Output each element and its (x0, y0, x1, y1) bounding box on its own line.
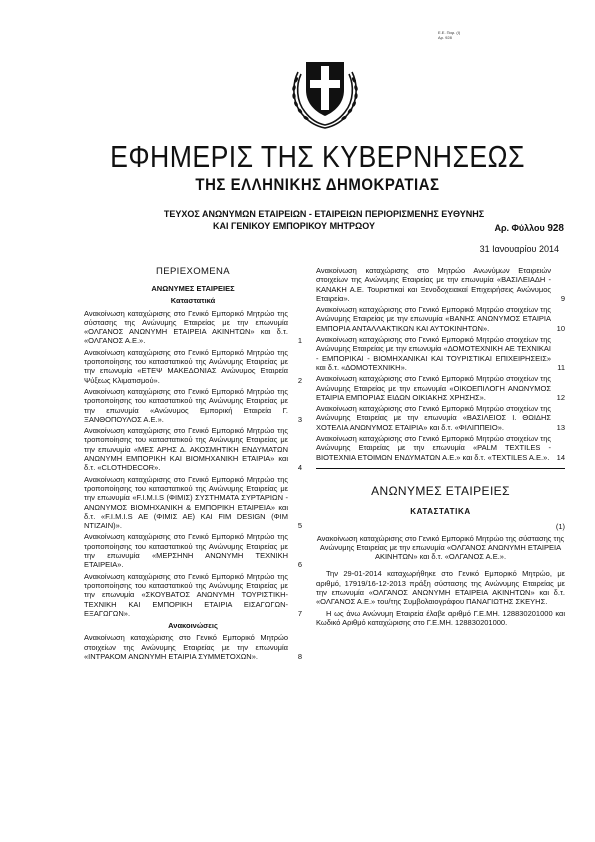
toc-entry-page: 10 (556, 323, 565, 333)
toc-entry-page: 8 (297, 651, 302, 661)
right-column (316, 266, 565, 629)
toc-entry-text: Ανακοίνωση καταχώρισης στο Γενικό Εμπορικό Μητρώο στοιχείων της Ανώνυμης Εταιρείας με την επωνυμία «ΙΝΤΡΑΚΟΜ ΑΝΩΝΥΜΗ ΕΤΑΙΡΙΑ ΣΥΜΜΕΤΟΧΩΝ». (84, 633, 288, 661)
toc-entry[interactable] (84, 475, 302, 531)
toc-entry[interactable] (316, 305, 565, 333)
toc-entry-text: Ανακοίνωση καταχώρισης στο Γενικό Εμπορικό Μητρώο της τροποποίησης του καταστατικού της Ανώνυμης Εταιρείας με την επωνυμία «ΜΕΡΣΗΝΗ ΑΝΩΝΥΜΗ ΤΕΧΝΙΚΗ ΕΤΑΙΡΕΙΑ». (84, 532, 288, 570)
masthead (0, 140, 595, 196)
toc-entry[interactable] (316, 266, 565, 303)
toc-entry-text: Ανακοίνωση καταχώρισης στο Γενικό Εμπορικό Μητρώο της τροποποίησης του καταστατικού της Ανώνυμης Εταιρείας με την επωνυμία «F.I.M.I.S (ΦΙΜΙΣ) ΣΥΣΤΗΜΑΤΑ ΣΥΡΤΑΡΙΩΝ - ΑΝΩΝΥΜΟΣ ΒΙΟΜΗΧΑΝΙΚΗ & ΕΜΠΟΡΙΚΗ ΕΤΑΙΡΕΙΑ» και δ.τ. «F.I.M.I.S ΑΕ (ΦΙΜΙΣ ΑΕ) ΚΑΙ FIM DESIGN (ΦΙΜ ΝΤΙΖΑΙΝ)». (84, 474, 288, 531)
section-divider (316, 468, 565, 469)
toc-left-column (84, 266, 302, 663)
sheet-number (494, 222, 564, 235)
toc-entry-page: 1 (297, 336, 302, 346)
toc-entry-page: 9 (560, 293, 565, 303)
issue-series-line2: ΚΑΙ ΓΕΝΙΚΟΥ ΕΜΠΟΡΙΚΟΥ ΜΗΤΡΩΟΥ (212, 221, 376, 231)
toc-entry[interactable] (316, 434, 565, 462)
announcement-number: (1) (555, 522, 565, 532)
body-subheading: ΚΑΤΑΣΤΑΤΙΚΑ (410, 506, 471, 516)
toc-entry-text: Ανακοίνωση καταχώρισης στο Γενικό Εμπορικό Μητρώο της τροποποίησης του καταστατικού της Ανώνυμης Εταιρείας με την επωνυμία «ΜΕΣ ΑΡΗΣ Δ. ΑΚΟΣΜΗΤΙΚΗ ΕΝΔΥΜΑΤΩΝ ΑΝΩΝΥΜΗ ΕΜΠΟΡΙΚΗ ΚΑΙ ΒΙΟΜΗΧΑΝΙΚΗ ΕΤΑΙΡΙΑ» και δ.τ. «CLOTHDECOR». (84, 426, 288, 473)
stamp-line: Ε.Ε. Παρ. (Ι) (438, 30, 461, 35)
toc-entry[interactable] (84, 633, 302, 661)
toc-entry-text: Ανακοίνωση καταχώρισης στο Γενικό Εμπορικό Μητρώο στοιχείων της Ανώνυμης Εταιρείας με την επωνυμία «ΟΙΚΟΕΠΙΛΟΓΗ ΑΝΩΝΥΜΟΣ ΕΤΑΙΡΙΑ ΕΜΠΟΡΙΑΣ ΕΙΔΩΝ ΟΙΚΙΑΚΗΣ ΧΡΗΣΗΣ». (316, 374, 551, 402)
body-heading: ΑΝΩΝΥΜΕΣ ΕΤΑΙΡΕΙΕΣ (371, 483, 510, 498)
toc-entry[interactable] (84, 348, 302, 385)
greek-coat-of-arms-icon (290, 50, 360, 130)
registry-stamp (438, 30, 498, 40)
toc-entry-page: 6 (297, 560, 302, 570)
toc-entry-text: Ανακοίνωση καταχώρισης στο Γενικό Εμπορικό Μητρώο της τροποποίησης του καταστατικού της Ανώνυμης Εταιρείας με την επωνυμία «Ανώνυμος Εμπορική Εταιρεία Γ. ΞΑΝΘΟΠΟΥΛΟΣ Α.Ε.». (84, 386, 288, 424)
stamp-line: Αρ. 928 (438, 35, 452, 40)
toc-section: ΑΝΩΝΥΜΕΣ ΕΤΑΙΡΕΙΕΣ (151, 284, 235, 293)
toc-entry-page: 2 (297, 375, 302, 385)
toc-entry[interactable] (316, 374, 565, 402)
toc-entry[interactable] (316, 335, 565, 372)
toc-entry-page: 12 (556, 392, 565, 402)
toc-entry-text: Ανακοίνωση καταχώρισης στο Γενικό Εμπορικό Μητρώο στοιχείων της Ανώνυμης Εταιρείας με την επωνυμία «ΒΑΝΗΣ ΑΝΩΝΥΜΟΣ ΕΤΑΙΡΙΑ ΕΜΠΟΡΙΑ ΑΝΤΑΛΛΑΚΤΙΚΩΝ ΚΑΙ ΑΥΤΟΚΙΝΗΤΩΝ». (316, 305, 551, 333)
gazette-title: ΕΦΗΜΕΡΙΣ ΤΗΣ ΚΥΒΕΡΝΗΣΕΩΣ (110, 139, 525, 174)
toc-entry-text: Ανακοίνωση καταχώρισης στο Γενικό Εμπορικό Μητρώο στοιχείων της Ανώνυμης Εταιρείας με την επωνυμία «PALM TEXTILES - ΒΙΟΤΕΧΝΙΑ ΕΤΟΙΜΩΝ ΕΝΔΥΜΑΤΩΝ Α.Ε.» και δ.τ. «TEXTILES A.E.». (316, 434, 551, 462)
announcement-paragraph: Η ως άνω Ανώνυμη Εταιρεία έλαβε αριθμό Γ.Ε.ΜΗ. 128830201000 και Κωδικό Αριθμό καταχώρισης στο Γ.Ε.ΜΗ. 128830201000. (316, 608, 565, 627)
toc-entry[interactable] (84, 309, 302, 346)
issue-date: 31 Ιανουαρίου 2014 (479, 244, 559, 254)
toc-entry-text: Ανακοίνωση καταχώρισης στο Γενικό Εμπορικό Μητρώο στοιχείων της Ανώνυμης Εταιρείας με την επωνυμία «ΒΑΣΙΛΕΙΟΣ Ι. ΘΩΙΔΗΣ ΧΟΤΕΛΙΑ ΑΝΩΝΥΜΟΣ ΕΤΑΙΡΙΑ» και δ.τ. «ΦΙΛΙΠΠΕΙΟ». (316, 404, 551, 432)
toc-entry-page: 4 (297, 463, 302, 473)
announcement-title: Ανακοίνωση καταχώρισης στο Γενικό Εμπορικό Μητρώο της σύστασης της Ανώνυμης Εταιρείας με την επωνυμία «ΟΛΓΑΝΟΣ ΑΝΩΝΥΜΗ ΕΤΑΙΡΕΙΑ ΑΚΙΝΗΤΩΝ» και δ.τ. «ΟΛΓΑΝΟΣ Α.Ε.». (316, 533, 565, 562)
toc-heading: ΠΕΡΙΕΧΟΜΕΝΑ (155, 266, 231, 277)
toc-entry-page: 11 (557, 362, 565, 372)
sheet-value: 928 (547, 223, 564, 234)
toc-entry[interactable] (84, 532, 302, 569)
announcement-paragraph: Την 29-01-2014 καταχωρήθηκε στο Γενικό Εμπορικό Μητρώο, με αριθμό, 17919/16-12-2013 πράξη σύστασης της Ανώνυμης Εταιρείας με την επωνυμία «ΟΛΓΑΝΟΣ ΑΝΩΝΥΜΗ ΕΤΑΙΡΕΙΑ ΑΚΙΝΗΤΩΝ» και δ.τ. «ΟΛΓΑΝΟΣ Α.Ε.» του/της Συμβολαιογράφου ΠΑΝΑΓΙΩΤΗΣ ΣΚΕΥΗΣ. (316, 569, 565, 607)
sheet-label: Αρ. Φύλλου (494, 223, 545, 233)
issue-header (84, 208, 564, 232)
toc-entry[interactable] (84, 387, 302, 424)
toc-entry-page: 3 (297, 414, 302, 424)
gazette-subtitle: ΤΗΣ ΕΛΛΗΝΙΚΗΣ ΔΗΜΟΚΡΑΤΙΑΣ (195, 175, 440, 194)
toc-subsection: Καταστατικά (170, 296, 216, 306)
toc-entry[interactable] (84, 572, 302, 618)
toc-entry-text: Ανακοίνωση καταχώρισης στο Γενικό Εμπορικό Μητρώο στοιχείων της Ανώνυμης Εταιρείας με την επωνυμία «ΔΟΜΟΤΕΧΝΙΚΗ ΑΕ ΤΕΧΝΙΚΑΙ - ΕΜΠΟΡΙΚΑΙ - ΒΙΟΜΗΧΑΝΙΚΑΙ ΚΑΙ ΤΟΥΡΙΣΤΙΚΑΙ ΕΠΙΧΕΙΡΗΣΕΙΣ» και δ.τ. «ΔΟΜΟΤΕΧΝΙΚΗ». (316, 335, 551, 372)
toc-entry-text: Ανακοίνωση καταχώρισης στο Γενικό Εμπορικό Μητρώο της τροποποίησης του καταστατικού της Ανώνυμης Εταιρείας με την επωνυμία «ΕΤΕΨ ΜΑΚΕΔΟΝΙΑΣ Ανώνυμος Εταιρεία Ψύξεως Κλιματισμού». (84, 347, 288, 385)
toc-subsection: Ανακοινώσεις (168, 621, 218, 631)
toc-entry[interactable] (84, 426, 302, 472)
toc-entry-page: 5 (297, 521, 302, 531)
toc-entry-page: 13 (556, 422, 565, 432)
toc-entry-text: Ανακοίνωση καταχώρισης στο Μητρώο Ανωνύμων Εταιρειών στοιχείων της Ανώνυμης Εταιρείας με την επωνυμία «ΒΑΣΙΛΕΙΑΔΗ - ΚΑΝΑΚΗ Α.Ε. Τουριστικαί και Ξενοδοχειακαί Επιχειρήσεις Ανώνυμος Εταιρεία». (316, 266, 551, 303)
toc-entry-text: Ανακοίνωση καταχώρισης στο Γενικό Εμπορικό Μητρώο της τροποποίησης του καταστατικού της Ανώνυμης Εταιρείας με την επωνυμία «ΣΚΟΥΒΑΤΟΣ ΑΝΩΝΥΜΗ ΤΟΥΡΙΣΤΙΚΗ-ΤΕΧΝΙΚΗ ΚΑΙ ΕΜΠΟΡΙΚΗ ΕΤΑΙΡΙΑ ΕΙΣΑΓΩΓΩΝ-ΕΞΑΓΩΓΩΝ». (84, 571, 288, 618)
toc-entry[interactable] (316, 404, 565, 432)
toc-entry-text: Ανακοίνωση καταχώρισης στο Γενικό Εμπορικό Μητρώο της σύστασης της Ανώνυμης Εταιρείας με την επωνυμία «ΟΛΓΑΝΟΣ ΑΝΩΝΥΜΗ ΕΤΑΙΡΕΙΑ ΑΚΙΝΗΤΩΝ» και δ.τ. «ΟΛΓΑΝΟΣ Α.Ε.». (84, 308, 288, 346)
toc-entry-page: 7 (297, 608, 302, 618)
toc-entry-page: 14 (556, 452, 565, 462)
issue-series-line1: ΤΕΥΧΟΣ ΑΝΩΝΥΜΩΝ ΕΤΑΙΡΕΙΩΝ - ΕΤΑΙΡΕΙΩΝ ΠΕΡΙΟΡΙΣΜΕΝΗΣ ΕΥΘΥΝΗΣ (163, 209, 485, 219)
